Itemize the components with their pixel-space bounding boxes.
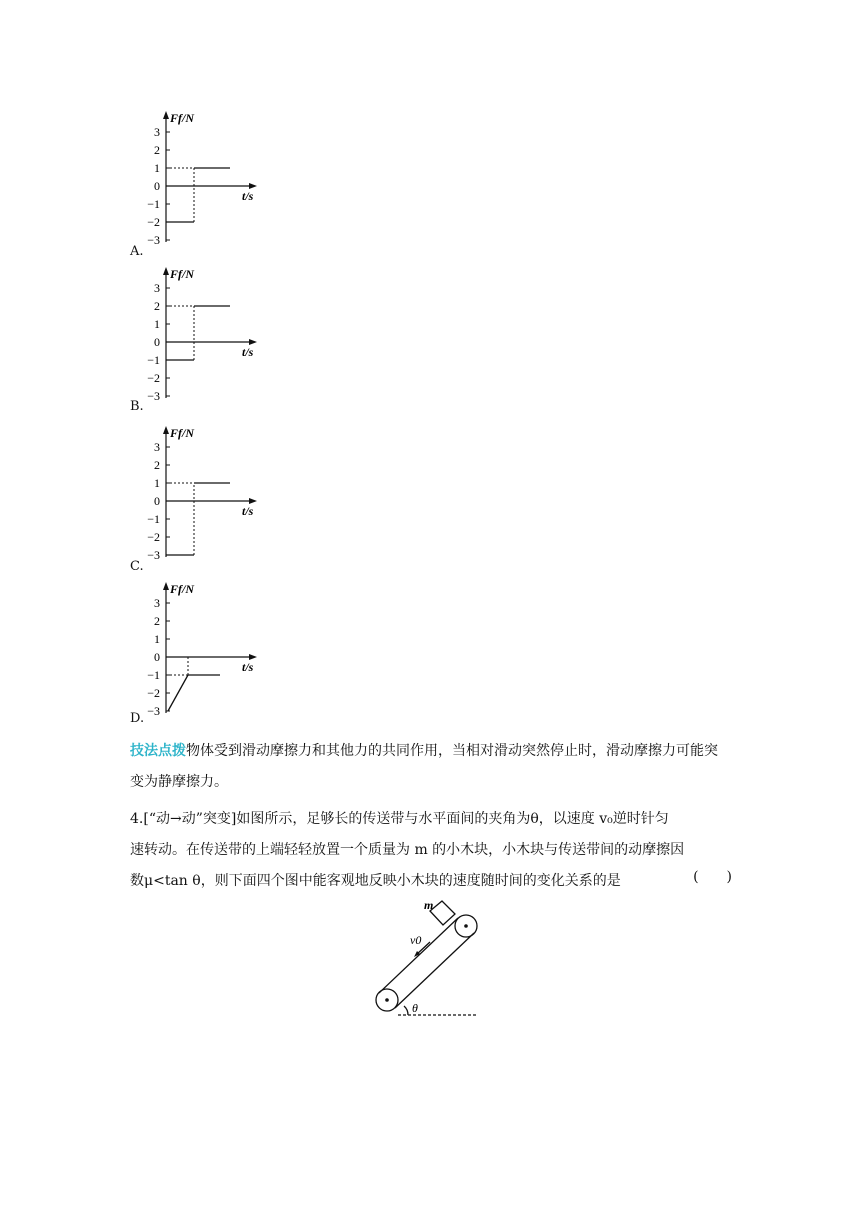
y-tick-label: 3 <box>154 125 160 139</box>
y-tick-label: −1 <box>147 197 160 211</box>
y-tick-label: 0 <box>154 179 160 193</box>
y-axis-title: Ff/N <box>170 582 194 596</box>
y-tick-label: −2 <box>147 215 160 229</box>
y-tick-label: 3 <box>154 281 160 295</box>
hint-text: 物体受到滑动摩擦力和其他力的共同作用，当相对滑动突然停止时，滑动摩擦力可能突变为静摩擦力。 <box>130 743 718 790</box>
y-tick-label: −2 <box>147 686 160 700</box>
y-tick-label: 0 <box>154 494 160 508</box>
y-axis-arrow <box>163 426 169 434</box>
y-tick-label: −3 <box>147 704 160 718</box>
question-number: 4. <box>130 811 144 827</box>
x-axis-title: t/s <box>242 189 254 203</box>
angle-label: θ <box>412 1001 418 1015</box>
question-4 <box>130 804 730 897</box>
y-tick-label: −2 <box>147 371 160 385</box>
y-tick-label: 0 <box>154 335 160 349</box>
y-tick-label: −3 <box>147 548 160 562</box>
y-axis-arrow <box>163 267 169 275</box>
y-tick-label: 3 <box>154 596 160 610</box>
option-graph-c <box>130 425 270 575</box>
option-c-label: C. <box>130 559 144 574</box>
hint-paragraph <box>130 736 730 798</box>
y-tick-label: 1 <box>154 161 160 175</box>
y-tick-label: 2 <box>154 458 160 472</box>
option-a-label: A. <box>130 244 144 259</box>
graph-a-svg <box>130 110 270 260</box>
y-tick-label: −1 <box>147 668 160 682</box>
y-tick-label: 1 <box>154 632 160 646</box>
graph-c-svg <box>130 425 270 575</box>
y-tick-label: −3 <box>147 233 160 247</box>
graph-d-svg <box>130 581 270 731</box>
series-ramp <box>168 675 188 711</box>
y-tick-label: −1 <box>147 353 160 367</box>
x-axis-title: t/s <box>242 345 254 359</box>
graph-b-svg <box>130 266 270 416</box>
hint-label: 技法点拨 <box>130 743 186 759</box>
mass-label: m <box>424 900 434 912</box>
option-d-label: D. <box>130 711 145 726</box>
option-graph-b <box>130 266 270 416</box>
option-b-label: B. <box>130 399 144 414</box>
y-axis-title: Ff/N <box>170 111 194 125</box>
y-tick-label: 2 <box>154 143 160 157</box>
question-line-1 <box>130 804 730 835</box>
y-tick-label: −3 <box>147 389 160 403</box>
y-axis-title: Ff/N <box>170 426 194 440</box>
y-tick-label: 0 <box>154 650 160 664</box>
y-axis-arrow <box>163 582 169 590</box>
x-axis-title: t/s <box>242 660 254 674</box>
y-tick-label: −2 <box>147 530 160 544</box>
question-text-1: 如图所示，足够长的传送带与水平面间的夹角为θ，以速度 v₀逆时针匀 <box>236 811 669 827</box>
y-tick-label: −1 <box>147 512 160 526</box>
y-axis-arrow <box>163 111 169 119</box>
conveyor-belt-diagram <box>368 900 488 1020</box>
y-tick-label: 1 <box>154 317 160 331</box>
x-axis-title: t/s <box>242 504 254 518</box>
y-tick-label: 1 <box>154 476 160 490</box>
answer-bracket: ( ) <box>693 869 732 885</box>
y-tick-label: 2 <box>154 299 160 313</box>
speed-label: v0 <box>410 933 422 947</box>
question-line-3: 数μ<tan θ，则下面四个图中能客观地反映小木块的速度随时间的变化关系的是 <box>130 873 621 889</box>
option-graph-a <box>130 110 270 260</box>
question-line-2: 速转动。在传送带的上端轻轻放置一个质量为 m 的小木块，小木块与传送带间的动摩擦因 <box>130 842 685 858</box>
option-graph-d <box>130 581 270 731</box>
y-axis-title: Ff/N <box>170 267 194 281</box>
question-tag: [“动→动”突变] <box>143 811 237 827</box>
y-tick-label: 2 <box>154 614 160 628</box>
y-tick-label: 3 <box>154 440 160 454</box>
